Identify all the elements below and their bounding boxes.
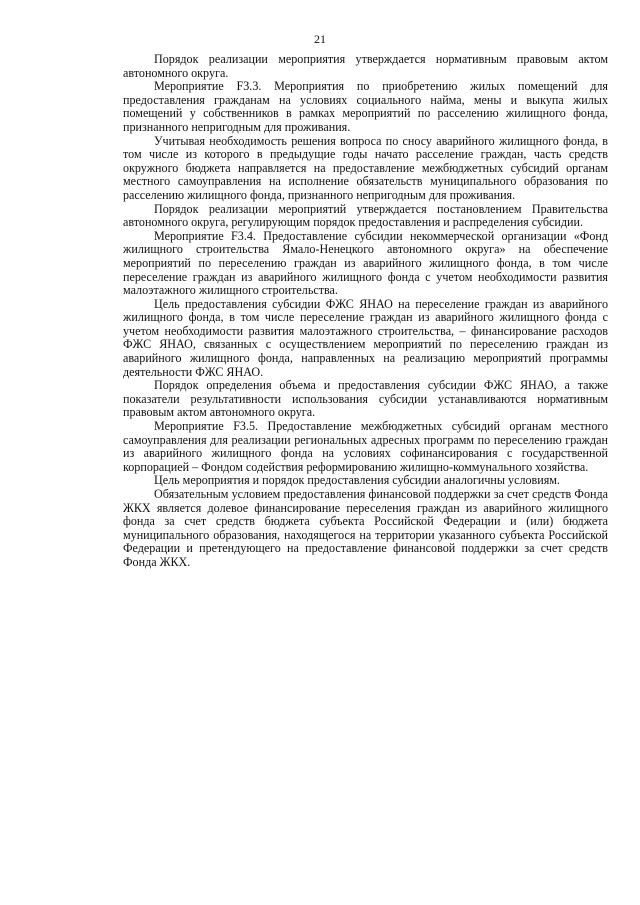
paragraph-mandatory-condition: Обязательным условием предоставления финансовой поддержки за счет средств Фонда ЖКХ является долевое финансирование переселения граждан из аварийного жилищного фонда за счет средств бюджета субъекта Российской Федерации и (или) бюджета муниципального образования, находящегося на территории указанного субъекта Российской Федерации и претендующего на предоставление финансовой поддержки за счет средств Фонда ЖКХ. — [123, 487, 608, 569]
page-number: 21 — [314, 32, 326, 46]
paragraph-subsidy-goal: Цель предоставления субсидии ФЖС ЯНАО на переселение граждан из аварийного жилищного фонда, в том числе переселение граждан из аварийного жилищного фонда с учетом необходимости развития малоэтажного строительства, – финансирование расходов ФЖС ЯНАО, связанных с осуществлением мероприятий по переселению граждан из аварийного жилищного фонда, направленных на реализацию мероприятий программы деятельности ФЖС ЯНАО. — [123, 296, 608, 379]
paragraph-subsidy-volume: Порядок определения объема и предоставления субсидии ФЖС ЯНАО, а также показатели результативности использования субсидии устанавливаются нормативным правовым актом автономного округа. — [123, 378, 608, 420]
paragraph-measure-f3-4: Мероприятие F3.4. Предоставление субсидии некоммерческой организации «Фонд жилищного строительства Ямало-Ненецкого автономного округа» на обеспечение мероприятий по переселению граждан из аварийного жилищного фонда, в том числе переселение граждан из аварийного жилищного фонда с учетом необходимости развития малоэтажного жилищного строительства. — [123, 228, 608, 298]
paragraph-measure-f3-5: Мероприятие F3.5. Предоставление межбюджетных субсидий органам местного самоуправления для реализации региональных адресных программ по переселению граждан из аварийного жилищного фонда на условиях софинансирования с государственной корпорацией – Фондом содействия реформированию жилищно-коммунального хозяйства. — [123, 419, 608, 474]
paragraph-measure-f3-3: Мероприятие F3.3. Мероприятия по приобретению жилых помещений для предоставления гражданам на условиях социального найма, мены и выкупа жилых помещений у собственников в рамках мероприятий по расселению жилищного фонда, признанного непригодным для проживания. — [123, 79, 608, 134]
document-body — [123, 53, 608, 570]
paragraph-demolition-need: Учитывая необходимость решения вопроса по сносу аварийного жилищного фонда, в том числе из которого в предыдущие годы начато расселение граждан, часть средств окружного бюджета направляется на предоставление межбюджетных субсидий органам местного самоуправления на исполнение обязательств муниципального образования по расселению жилищного фонда, признанного непригодным для проживания. — [123, 133, 608, 202]
paragraph-measure-goal: Цель мероприятия и порядок предоставления субсидии аналогичны условиям. — [154, 473, 560, 488]
paragraph-government-resolution: Порядок реализации мероприятий утверждается постановлением Правительства автономного округа, регулирующим порядок предоставления и распределения субсидии. — [123, 201, 608, 230]
paragraph-implementation-order: Порядок реализации мероприятия утверждается нормативным правовым актом автономного округа. — [123, 52, 608, 80]
